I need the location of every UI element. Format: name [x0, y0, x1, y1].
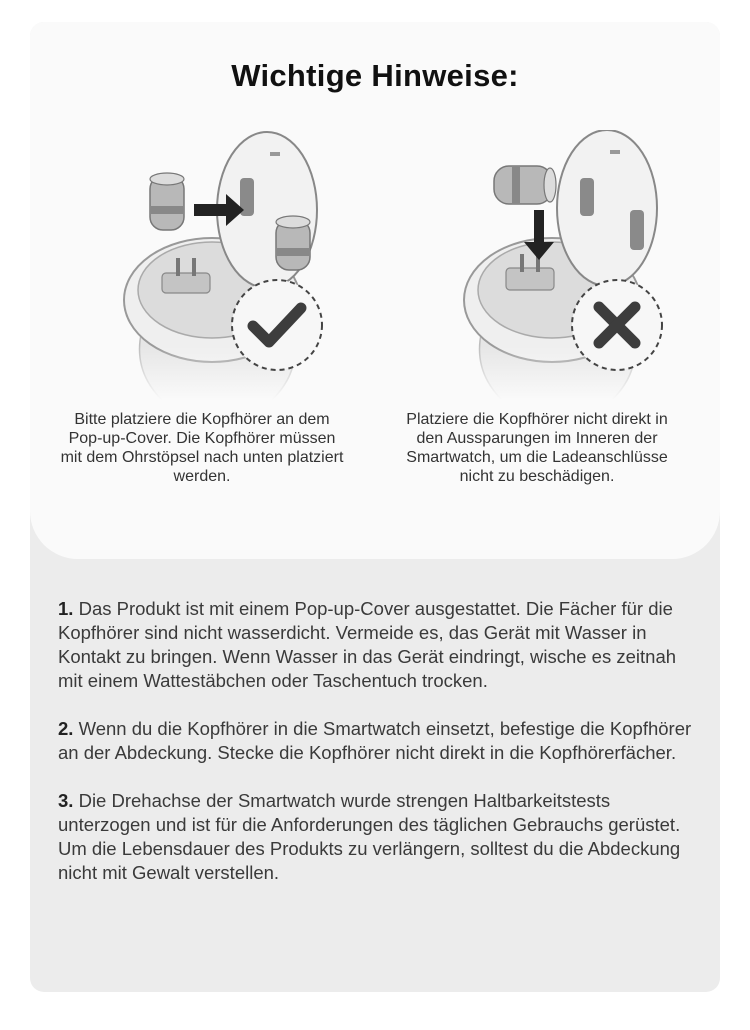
- illustration-panel: [30, 22, 720, 559]
- hint-card: [30, 22, 720, 992]
- cross-mark-icon: [572, 280, 662, 370]
- note-number: 2.: [58, 718, 74, 739]
- note-text: Die Drehachse der Smartwatch wurde strengen Haltbarkeitstests unterzogen und ist für die Anforderungen des täglichen Gebrauchs gerüstet. Um die Lebensdauer des Produkts zu verlängern, solltest du die Abdeckung nicht mit Gewalt verstellen.: [58, 790, 681, 883]
- incorrect-placement-caption: Platziere die Kopfhörer nicht direkt in den Aussparungen im Inneren der Smartwatch, um die Ladeanschlüsse nicht zu beschädigen.: [406, 411, 668, 485]
- note-item: [58, 717, 698, 765]
- correct-placement-illustration: [102, 130, 332, 400]
- check-mark-icon: [232, 280, 322, 370]
- note-number: 1.: [58, 598, 74, 619]
- note-text: Das Produkt ist mit einem Pop-up-Cover ausgestattet. Die Fächer für die Kopfhörer sind nicht wasserdicht. Vermeide es, das Gerät mit Wasser in Kontakt zu bringen. Wenn Wasser in das Gerät eindringt, wische es zeitnah mit einem Wattestäbchen oder Taschentuch trocken.: [58, 598, 677, 691]
- note-item: [58, 597, 698, 693]
- correct-placement-caption: Bitte platziere die Kopfhörer an dem Pop-up-Cover. Die Kopfhörer müssen mit dem Ohrstöpsel nach unten platziert werden.: [60, 411, 344, 485]
- note-number: 3.: [58, 790, 74, 811]
- notes-list: [58, 597, 698, 909]
- incorrect-placement-illustration: [442, 130, 672, 400]
- note-text: Wenn du die Kopfhörer in die Smartwatch einsetzt, befestige die Kopfhörer an der Abdeckung. Stecke die Kopfhörer nicht direkt in die Kopfhörerfächer.: [58, 718, 692, 763]
- note-item: [58, 789, 698, 885]
- page-title: Wichtige Hinweise:: [231, 58, 519, 93]
